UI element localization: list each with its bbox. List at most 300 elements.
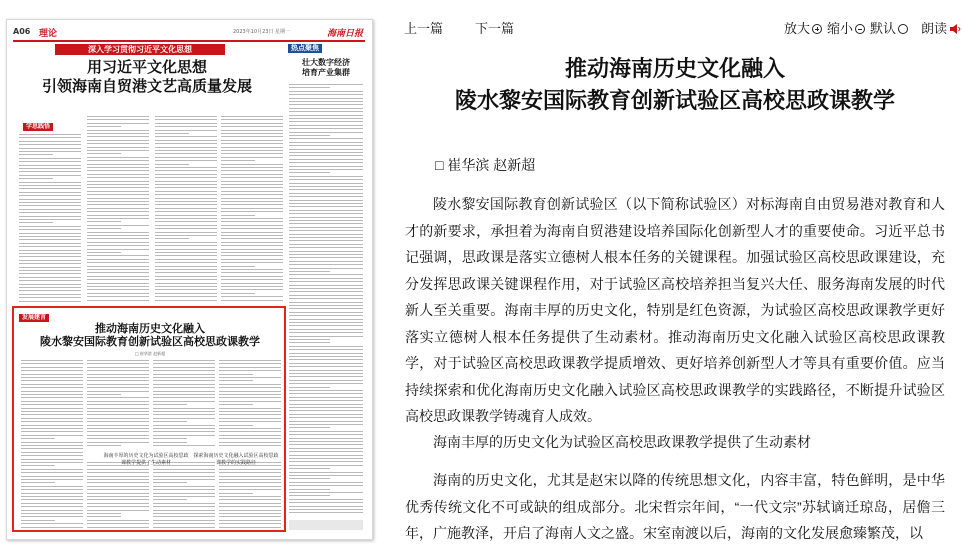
text-line (289, 142, 363, 143)
text-line (19, 239, 81, 240)
text-line (289, 308, 363, 309)
text-line (221, 245, 283, 246)
text-line (155, 255, 217, 256)
text-line (289, 319, 363, 320)
text-line (155, 272, 217, 273)
text-line (155, 208, 217, 209)
text-line (221, 259, 283, 260)
side-article-title[interactable] (290, 58, 362, 78)
text-line (87, 177, 149, 178)
text-line (289, 509, 363, 510)
text-line (221, 296, 283, 297)
text-line (221, 283, 283, 284)
text-line (19, 297, 81, 298)
text-line (289, 94, 363, 95)
text-line (289, 356, 363, 357)
text-line (289, 458, 363, 459)
text-line (289, 183, 363, 184)
ad-strip (289, 520, 363, 530)
text-line (19, 168, 81, 169)
text-line (289, 349, 363, 350)
text-line (155, 170, 217, 171)
text-line (289, 468, 330, 469)
text-line (221, 208, 283, 209)
text-line (155, 147, 217, 148)
text-line (87, 191, 149, 192)
text-line (221, 276, 283, 277)
text-line (155, 228, 217, 229)
text-line (221, 123, 283, 124)
text-line (87, 259, 149, 260)
text-line (289, 87, 330, 88)
text-line (87, 181, 149, 182)
article-title-line2: 陵水黎安国际教育创新试验区高校思政课教学 (454, 89, 895, 114)
text-line (289, 281, 363, 282)
text-line (155, 296, 217, 297)
text-line (221, 201, 283, 202)
zoom-in-label: 放大 (784, 21, 811, 36)
text-line (19, 192, 81, 193)
text-line (289, 132, 363, 133)
text-line (19, 216, 81, 217)
masthead-logo: 海南日报 (326, 29, 363, 39)
text-line (289, 495, 330, 496)
page-number: A06 (13, 27, 31, 36)
text-line (289, 376, 363, 377)
text-line (87, 286, 149, 287)
text-line (289, 166, 363, 167)
text-line (221, 293, 255, 294)
box-author: □ 崔华滨 赵新超 (134, 351, 166, 356)
text-line (289, 438, 363, 439)
text-line (155, 283, 217, 284)
text-line (289, 285, 363, 286)
text-line (289, 475, 363, 476)
kicker-banner: 深入学习贯彻习近平文化思想 (55, 44, 225, 55)
text-line (155, 174, 217, 175)
text-line (155, 150, 217, 151)
text-line (289, 414, 363, 415)
text-line (289, 234, 363, 235)
text-line (289, 84, 363, 85)
text-line (87, 289, 149, 290)
text-line (221, 126, 283, 127)
text-line (289, 251, 363, 252)
text-line (155, 126, 217, 127)
text-line (289, 339, 330, 340)
text-line (289, 169, 363, 170)
text-line (221, 184, 283, 185)
text-line (289, 315, 363, 316)
text-line (289, 162, 363, 163)
text-line (87, 164, 149, 165)
text-line (289, 227, 363, 228)
text-line (87, 232, 149, 233)
lead-headline[interactable] (17, 58, 277, 96)
text-line (19, 233, 81, 234)
text-line (289, 271, 330, 272)
text-line (289, 254, 363, 255)
article-title (405, 54, 945, 118)
text-line (289, 366, 363, 367)
text-line (87, 143, 149, 144)
text-line (155, 300, 217, 301)
text-line (289, 404, 363, 405)
text-line (155, 249, 217, 250)
text-line (289, 118, 363, 119)
text-line (155, 204, 217, 205)
text-line (19, 284, 81, 285)
text-line (155, 266, 217, 267)
text-line (19, 161, 81, 162)
text-line (221, 269, 283, 270)
text-line (19, 226, 81, 227)
text-line (221, 160, 255, 161)
article-paragraph-2: 海南的历史文化，尤其是赵宋以降的传统思想文化，内容丰富，特色鲜明，是中华优秀传统文化不可或缺的组成部分。北宋哲宗年间，“一代文宗”苏轼谪迁琼岛，居儋三年，广施教泽，开启了海南人文之盛。宋室南渡以后，海南的文化发展愈臻繁茂，以 (405, 472, 945, 541)
text-line (155, 191, 217, 192)
text-line (221, 119, 283, 120)
text-line (289, 455, 363, 456)
text-line (19, 188, 81, 189)
text-line (289, 387, 330, 388)
text-line (87, 293, 149, 294)
text-line (19, 195, 81, 196)
text-line (221, 238, 283, 239)
text-line (289, 393, 363, 394)
text-line (221, 170, 283, 171)
text-line (221, 235, 283, 236)
text-line (289, 302, 363, 303)
text-line (289, 220, 363, 221)
text-line (221, 157, 283, 158)
text-line (221, 133, 283, 134)
text-line (155, 215, 217, 216)
text-line (155, 259, 217, 260)
text-line (289, 138, 363, 139)
text-line (19, 141, 81, 142)
text-line (19, 222, 53, 223)
text-line (19, 290, 81, 291)
text-line (289, 492, 363, 493)
text-line (221, 266, 255, 267)
text-line (87, 136, 149, 137)
text-line (289, 278, 363, 279)
text-line (289, 257, 363, 258)
text-line (19, 267, 81, 268)
lead-column-tag: 学思践悟 (23, 123, 53, 131)
text-line (289, 244, 363, 245)
text-line (155, 286, 217, 287)
box-article-title[interactable] (17, 322, 283, 348)
text-line (289, 125, 363, 126)
page-header (13, 26, 365, 42)
text-line (87, 153, 121, 154)
text-line (155, 252, 217, 253)
text-line (87, 201, 149, 202)
text-line (87, 150, 149, 151)
text-line (289, 268, 363, 269)
text-line (19, 185, 81, 186)
text-line (289, 370, 363, 371)
text-line (19, 134, 81, 135)
text-line (221, 143, 283, 144)
text-line (289, 336, 363, 337)
text-line (289, 213, 363, 214)
text-line (87, 204, 149, 205)
text-line (87, 238, 149, 239)
text-line (289, 115, 363, 116)
text-line (155, 153, 217, 154)
text-line (289, 312, 363, 313)
side-column-tag: 热点聚焦 (288, 44, 322, 53)
text-line (19, 144, 81, 145)
text-line (155, 164, 189, 165)
text-line (155, 123, 217, 124)
text-line (19, 294, 81, 295)
text-line (155, 143, 217, 144)
text-line (155, 232, 217, 233)
text-line (221, 187, 283, 188)
text-line (19, 137, 81, 138)
text-line (221, 249, 283, 250)
text-line (87, 228, 121, 229)
newspaper-page-thumbnail[interactable] (6, 19, 373, 540)
text-line (155, 133, 189, 134)
text-line (87, 187, 149, 188)
reader-toolbar (404, 12, 959, 38)
text-line (289, 295, 363, 296)
text-line (19, 250, 81, 251)
text-line (87, 116, 149, 117)
minus-circle-icon (855, 24, 865, 34)
text-line (289, 448, 363, 449)
lead-headline-line1: 用习近平文化思想 (86, 58, 207, 76)
text-line (87, 252, 121, 253)
text-line (87, 276, 149, 277)
text-line (87, 296, 149, 297)
text-line (155, 211, 217, 212)
text-line (289, 196, 363, 197)
text-line (155, 157, 217, 158)
text-line (87, 208, 149, 209)
text-line (155, 242, 217, 243)
box-title-line1: 推动海南历史文化融入 (95, 322, 205, 335)
text-line (221, 177, 283, 178)
text-line (221, 289, 283, 290)
text-line (221, 204, 283, 205)
text-line (19, 246, 81, 247)
text-line (289, 322, 363, 323)
text-line (87, 119, 149, 120)
text-line (289, 482, 363, 483)
text-line (289, 104, 363, 105)
text-line (19, 219, 81, 220)
text-line (289, 223, 363, 224)
text-line (289, 210, 363, 211)
text-line (155, 289, 217, 290)
text-line (87, 262, 149, 263)
text-line (19, 280, 81, 281)
text-line (289, 108, 363, 109)
text-line (289, 230, 363, 231)
text-line (289, 264, 363, 265)
text-line (19, 165, 81, 166)
text-line (155, 119, 217, 120)
text-line (155, 194, 217, 195)
article-content (405, 54, 945, 541)
text-line (221, 232, 283, 233)
text-line (289, 159, 363, 160)
text-line (155, 140, 217, 141)
text-line (289, 261, 363, 262)
text-line (155, 218, 217, 219)
lead-headline-line2: 引领海南自贸港文艺高质量发展 (41, 77, 252, 95)
text-line (289, 111, 363, 112)
article-paragraph-1: 陵水黎安国际教育创新试验区（以下简称试验区）对标海南自由贸易港对教育和人才的新要求，承担着为海南自贸港建设培养国际化创新型人才的重要使命。习近平总书记强调，思政课是落实立德树人根本任务的关键课程。加强试验区高校思政课建设，充分发挥思政课关键课程作用，对于试验区高校培养担当复兴大任、服务海南发展的时代新人至关重要。海南丰厚的历史文化，特别是红色资源，为试验区高校思政课教学更好落实立德树人根本任务提供了生动素材。推动海南历史文化融入试验区高校思政课教学，对于试验区高校思政课教学提质增效、更好培养创新型人才等具有重要价值。应当持续探索和优化海南历史文化融入试验区高校思政课教学的实践路径，不断提升试验区高校思政课教学铸魂育人成效。 (405, 196, 945, 424)
text-line (221, 164, 283, 165)
text-line (289, 383, 363, 384)
text-line (155, 293, 217, 294)
date-line: 2023年10月23日 星期一 (233, 29, 291, 35)
text-line (289, 176, 363, 177)
text-line (289, 363, 363, 364)
text-line (87, 215, 149, 216)
text-line (87, 194, 149, 195)
box-subhead-1: 海南丰厚的历史文化为试验区高校思政课教学提供了生动素材 (103, 453, 189, 466)
read-aloud-button[interactable] (921, 18, 961, 37)
text-line (19, 178, 53, 179)
text-line (289, 247, 363, 248)
text-line (19, 158, 81, 159)
text-line (221, 218, 283, 219)
text-line (221, 130, 283, 131)
text-line (289, 359, 363, 360)
text-line (87, 225, 149, 226)
text-line (87, 279, 149, 280)
text-line (19, 209, 81, 210)
box-subhead-2: 探索海南历史文化融入试验区高校思政课教学的实践路径 (193, 453, 279, 466)
text-line (289, 390, 363, 391)
text-line (221, 181, 283, 182)
text-line (155, 160, 217, 161)
text-line (221, 136, 283, 137)
text-line (19, 199, 81, 200)
text-line (289, 274, 363, 275)
text-line (19, 175, 81, 176)
text-line (221, 153, 283, 154)
text-line (87, 184, 149, 185)
text-line (19, 154, 53, 155)
text-line (289, 237, 363, 238)
text-line (289, 155, 363, 156)
box-title-line2: 陵水黎安国际教育创新试验区高校思政课教学 (40, 335, 260, 348)
text-line (289, 489, 330, 490)
text-line (221, 167, 283, 168)
text-line (289, 186, 363, 187)
next-article-link[interactable]: 下一篇 (475, 21, 515, 36)
text-line (221, 279, 283, 280)
text-line (87, 123, 149, 124)
text-line (87, 242, 149, 243)
zoom-out-button[interactable] (827, 18, 865, 37)
text-line (19, 287, 81, 288)
text-line (19, 301, 81, 302)
text-line (221, 262, 283, 263)
text-line (289, 434, 363, 435)
text-line (289, 152, 363, 153)
text-line (221, 228, 283, 229)
prev-article-link[interactable]: 上一篇 (404, 21, 444, 36)
text-line (155, 269, 217, 270)
circle-icon (898, 24, 908, 34)
text-line (289, 193, 363, 194)
text-line (221, 225, 283, 226)
text-line (87, 211, 149, 212)
text-line (289, 499, 363, 500)
text-line (87, 283, 149, 284)
text-line (289, 332, 363, 333)
text-line (221, 215, 255, 216)
text-line (289, 342, 330, 343)
text-line (289, 203, 363, 204)
text-line (289, 417, 363, 418)
text-line (289, 465, 363, 466)
text-line (87, 218, 149, 219)
text-line (87, 174, 149, 175)
text-line (289, 431, 363, 432)
text-line (87, 126, 121, 127)
text-line (155, 235, 217, 236)
text-line (87, 272, 149, 273)
text-line (289, 461, 363, 462)
text-line (87, 235, 149, 236)
text-line (289, 217, 363, 218)
plus-circle-icon (812, 24, 822, 34)
text-line (221, 255, 283, 256)
text-line (221, 150, 283, 151)
text-line (87, 167, 149, 168)
text-line (289, 472, 363, 473)
article-title-line1: 推动海南历史文化融入 (564, 57, 785, 82)
box-column-tag: 发展建言 (19, 314, 49, 322)
text-line (155, 136, 217, 137)
text-line (289, 149, 363, 150)
text-line (87, 255, 149, 256)
text-line (289, 200, 363, 201)
text-line (221, 194, 283, 195)
text-line (221, 147, 283, 148)
text-line (289, 397, 363, 398)
zoom-in-button[interactable] (784, 18, 822, 37)
default-size-button[interactable] (870, 18, 908, 37)
text-line (87, 160, 149, 161)
text-line (155, 279, 217, 280)
text-line (87, 130, 149, 131)
text-line (19, 243, 81, 244)
text-line (289, 353, 363, 354)
text-line (87, 245, 149, 246)
read-aloud-label: 朗读 (921, 21, 948, 36)
text-line (221, 221, 283, 222)
text-line (155, 245, 217, 246)
text-line (19, 202, 81, 203)
text-line (19, 270, 81, 271)
text-line (87, 198, 149, 199)
text-line (289, 305, 363, 306)
text-line (289, 179, 363, 180)
text-line (289, 373, 363, 374)
text-line (289, 91, 363, 92)
